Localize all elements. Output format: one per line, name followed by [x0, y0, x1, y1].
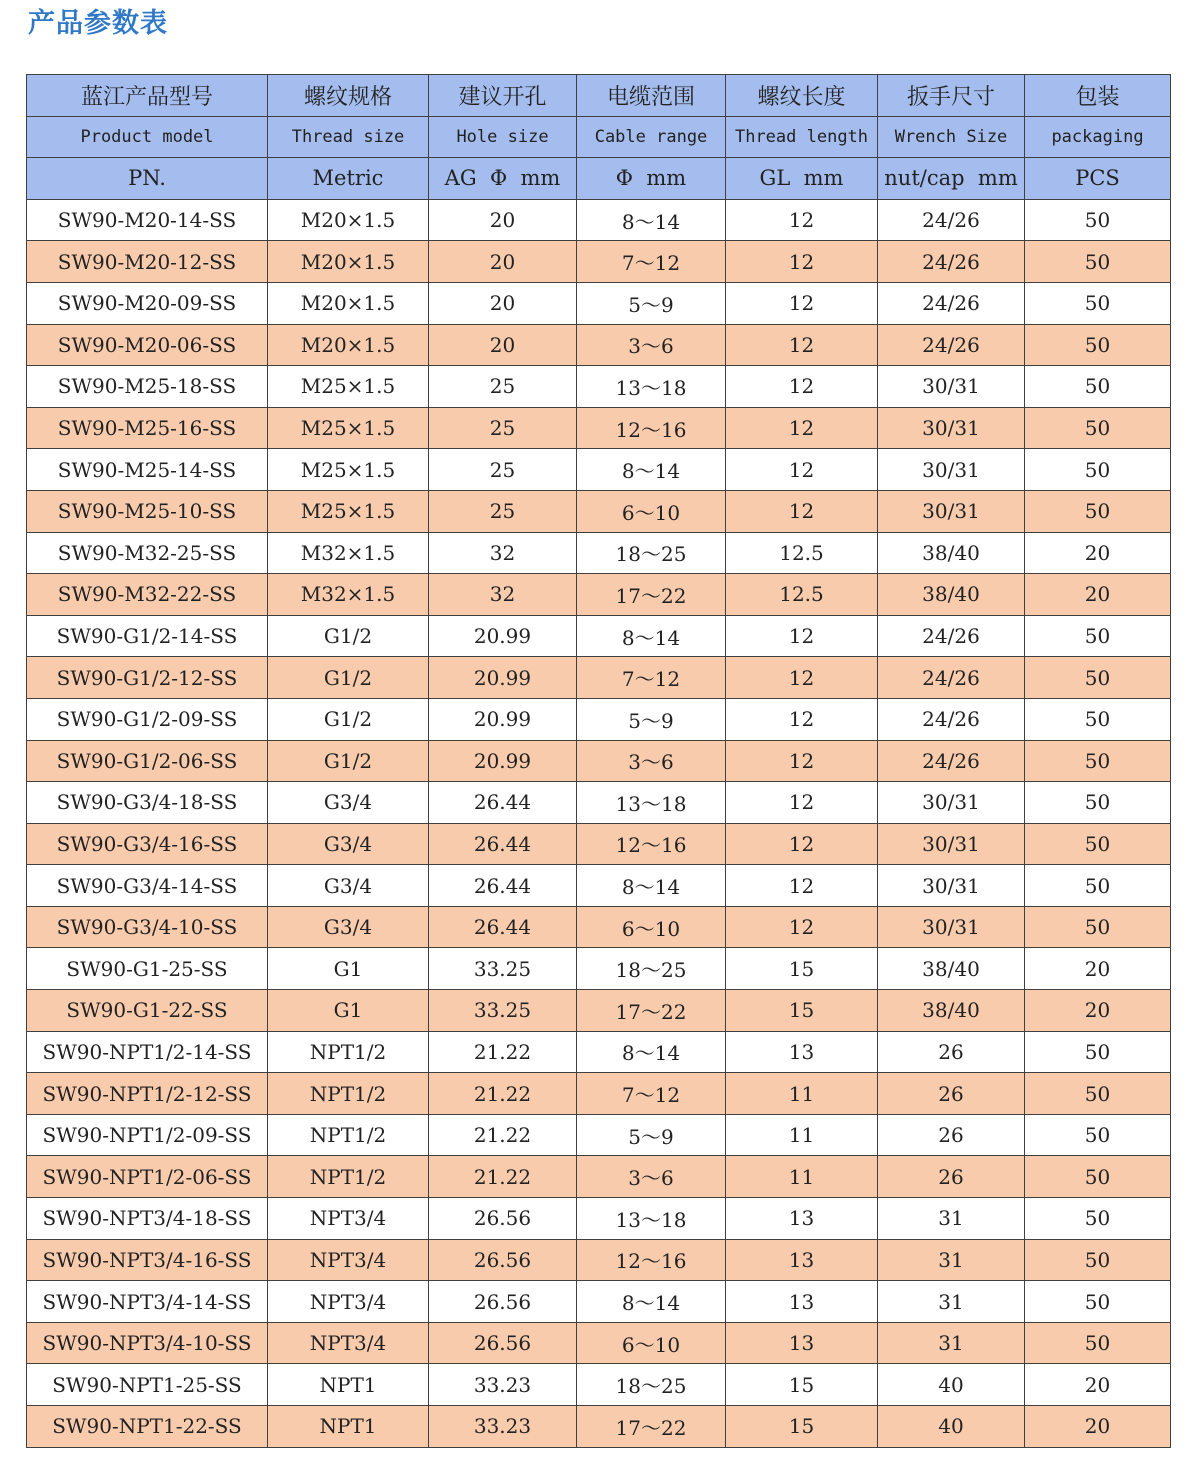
cell-packaging: 50 — [1025, 407, 1171, 449]
header-cell: 螺纹规格 — [268, 75, 429, 117]
cell-hole-size: 20.99 — [429, 740, 577, 782]
table-row — [27, 324, 1171, 366]
cell-wrench-size: 24/26 — [878, 282, 1025, 324]
cell-thread-length: 12 — [726, 657, 878, 699]
cell-packaging: 50 — [1025, 1281, 1171, 1323]
cell-thread-size: M32×1.5 — [268, 574, 429, 616]
cell-thread-length: 12 — [726, 407, 878, 449]
cell-cable-range: 3～6 — [577, 1156, 726, 1198]
cell-hole-size: 21.22 — [429, 1156, 577, 1198]
cell-thread-size: G1/2 — [268, 740, 429, 782]
cell-cable-range: 13～18 — [577, 1198, 726, 1240]
cell-wrench-size: 30/31 — [878, 906, 1025, 948]
table-row — [27, 199, 1171, 241]
cell-packaging: 50 — [1025, 241, 1171, 283]
cell-model: SW90-NPT1/2-06-SS — [27, 1156, 268, 1198]
header-cell: GL mm — [726, 158, 878, 200]
cell-thread-length: 12 — [726, 782, 878, 824]
cell-model: SW90-G3/4-16-SS — [27, 823, 268, 865]
cell-model: SW90-G1/2-14-SS — [27, 615, 268, 657]
cell-model: SW90-M32-25-SS — [27, 532, 268, 574]
cell-packaging: 50 — [1025, 698, 1171, 740]
cell-cable-range: 6～10 — [577, 490, 726, 532]
cell-thread-length: 12 — [726, 449, 878, 491]
cell-cable-range: 3～6 — [577, 324, 726, 366]
cell-cable-range: 13～18 — [577, 366, 726, 408]
cell-cable-range: 8～14 — [577, 449, 726, 491]
cell-hole-size: 25 — [429, 407, 577, 449]
cell-thread-size: M20×1.5 — [268, 282, 429, 324]
table-row — [27, 1281, 1171, 1323]
cell-hole-size: 20 — [429, 324, 577, 366]
cell-packaging: 50 — [1025, 282, 1171, 324]
cell-hole-size: 20 — [429, 199, 577, 241]
cell-packaging: 50 — [1025, 1073, 1171, 1115]
table-row — [27, 1364, 1171, 1406]
cell-thread-size: M25×1.5 — [268, 449, 429, 491]
table-body — [27, 199, 1171, 1447]
cell-wrench-size: 24/26 — [878, 657, 1025, 699]
cell-hole-size: 33.25 — [429, 990, 577, 1032]
cell-wrench-size: 26 — [878, 1156, 1025, 1198]
cell-thread-length: 12 — [726, 823, 878, 865]
table-row — [27, 1406, 1171, 1448]
cell-hole-size: 21.22 — [429, 1114, 577, 1156]
cell-cable-range: 12～16 — [577, 823, 726, 865]
cell-cable-range: 5～9 — [577, 282, 726, 324]
table-row — [27, 490, 1171, 532]
cell-model: SW90-M25-10-SS — [27, 490, 268, 532]
table-row — [27, 1114, 1171, 1156]
cell-hole-size: 20 — [429, 241, 577, 283]
product-parameter-table — [26, 74, 1171, 1448]
cell-packaging: 50 — [1025, 823, 1171, 865]
table-row — [27, 906, 1171, 948]
cell-wrench-size: 40 — [878, 1406, 1025, 1448]
cell-thread-length: 11 — [726, 1073, 878, 1115]
cell-packaging: 50 — [1025, 1322, 1171, 1364]
header-row-english — [27, 116, 1171, 158]
cell-thread-length: 12 — [726, 199, 878, 241]
cell-thread-length: 15 — [726, 948, 878, 990]
table-row — [27, 823, 1171, 865]
cell-cable-range: 5～9 — [577, 698, 726, 740]
cell-model: SW90-NPT3/4-16-SS — [27, 1239, 268, 1281]
cell-wrench-size: 38/40 — [878, 532, 1025, 574]
cell-model: SW90-NPT1/2-14-SS — [27, 1031, 268, 1073]
cell-thread-length: 12 — [726, 241, 878, 283]
cell-model: SW90-G3/4-14-SS — [27, 865, 268, 907]
cell-packaging: 50 — [1025, 324, 1171, 366]
cell-thread-size: NPT3/4 — [268, 1322, 429, 1364]
cell-thread-size: M25×1.5 — [268, 366, 429, 408]
cell-model: SW90-G1/2-06-SS — [27, 740, 268, 782]
table-row — [27, 615, 1171, 657]
table-row — [27, 1031, 1171, 1073]
cell-wrench-size: 38/40 — [878, 574, 1025, 616]
header-cell: PN. — [27, 158, 268, 200]
cell-thread-size: G3/4 — [268, 906, 429, 948]
cell-thread-length: 13 — [726, 1198, 878, 1240]
cell-cable-range: 17～22 — [577, 990, 726, 1032]
cell-thread-size: G1/2 — [268, 615, 429, 657]
cell-model: SW90-NPT1/2-09-SS — [27, 1114, 268, 1156]
header-cell: 电缆范围 — [577, 75, 726, 117]
header-cell: Metric — [268, 158, 429, 200]
cell-packaging: 50 — [1025, 1114, 1171, 1156]
cell-cable-range: 3～6 — [577, 740, 726, 782]
cell-thread-length: 12 — [726, 740, 878, 782]
cell-packaging: 20 — [1025, 574, 1171, 616]
cell-cable-range: 7～12 — [577, 657, 726, 699]
table-row — [27, 990, 1171, 1032]
cell-thread-size: NPT3/4 — [268, 1198, 429, 1240]
cell-thread-size: M25×1.5 — [268, 490, 429, 532]
cell-hole-size: 26.44 — [429, 823, 577, 865]
header-cell: Wrench Size — [878, 116, 1025, 158]
cell-model: SW90-G1/2-09-SS — [27, 698, 268, 740]
cell-model: SW90-NPT1/2-12-SS — [27, 1073, 268, 1115]
cell-wrench-size: 24/26 — [878, 199, 1025, 241]
cell-wrench-size: 30/31 — [878, 407, 1025, 449]
cell-hole-size: 26.56 — [429, 1198, 577, 1240]
cell-cable-range: 5～9 — [577, 1114, 726, 1156]
table-row — [27, 1198, 1171, 1240]
cell-hole-size: 33.23 — [429, 1364, 577, 1406]
cell-model: SW90-M20-06-SS — [27, 324, 268, 366]
header-row-chinese — [27, 75, 1171, 117]
cell-thread-size: G1/2 — [268, 698, 429, 740]
cell-thread-length: 12 — [726, 865, 878, 907]
header-cell: packaging — [1025, 116, 1171, 158]
header-cell: PCS — [1025, 158, 1171, 200]
cell-cable-range: 17～22 — [577, 574, 726, 616]
cell-thread-size: G1 — [268, 948, 429, 990]
cell-model: SW90-G3/4-10-SS — [27, 906, 268, 948]
cell-hole-size: 20.99 — [429, 657, 577, 699]
cell-cable-range: 18～25 — [577, 948, 726, 990]
table-row — [27, 948, 1171, 990]
cell-thread-size: NPT1 — [268, 1406, 429, 1448]
table-row — [27, 1322, 1171, 1364]
cell-thread-size: NPT1/2 — [268, 1156, 429, 1198]
cell-hole-size: 21.22 — [429, 1073, 577, 1115]
cell-cable-range: 8～14 — [577, 615, 726, 657]
cell-wrench-size: 30/31 — [878, 366, 1025, 408]
cell-model: SW90-NPT3/4-10-SS — [27, 1322, 268, 1364]
cell-model: SW90-NPT1-25-SS — [27, 1364, 268, 1406]
cell-hole-size: 33.23 — [429, 1406, 577, 1448]
cell-wrench-size: 30/31 — [878, 823, 1025, 865]
cell-thread-size: G1/2 — [268, 657, 429, 699]
cell-model: SW90-M32-22-SS — [27, 574, 268, 616]
cell-thread-length: 11 — [726, 1114, 878, 1156]
cell-packaging: 50 — [1025, 490, 1171, 532]
table-row — [27, 449, 1171, 491]
cell-thread-size: NPT3/4 — [268, 1281, 429, 1323]
header-cell: Cable range — [577, 116, 726, 158]
cell-cable-range: 12～16 — [577, 1239, 726, 1281]
cell-thread-length: 15 — [726, 1364, 878, 1406]
cell-hole-size: 32 — [429, 532, 577, 574]
cell-packaging: 50 — [1025, 657, 1171, 699]
cell-packaging: 50 — [1025, 1156, 1171, 1198]
cell-thread-length: 11 — [726, 1156, 878, 1198]
header-cell: Hole size — [429, 116, 577, 158]
cell-thread-length: 12 — [726, 282, 878, 324]
cell-hole-size: 26.56 — [429, 1239, 577, 1281]
cell-model: SW90-M20-12-SS — [27, 241, 268, 283]
cell-packaging: 50 — [1025, 366, 1171, 408]
table-row — [27, 657, 1171, 699]
cell-cable-range: 13～18 — [577, 782, 726, 824]
cell-cable-range: 18～25 — [577, 532, 726, 574]
header-cell: 扳手尺寸 — [878, 75, 1025, 117]
cell-wrench-size: 24/26 — [878, 698, 1025, 740]
cell-thread-length: 15 — [726, 990, 878, 1032]
cell-thread-size: M20×1.5 — [268, 199, 429, 241]
cell-hole-size: 21.22 — [429, 1031, 577, 1073]
table-row — [27, 782, 1171, 824]
cell-cable-range: 12～16 — [577, 407, 726, 449]
cell-wrench-size: 30/31 — [878, 782, 1025, 824]
cell-packaging: 50 — [1025, 865, 1171, 907]
cell-thread-length: 12 — [726, 366, 878, 408]
cell-wrench-size: 30/31 — [878, 449, 1025, 491]
header-cell: AG Φ mm — [429, 158, 577, 200]
cell-cable-range: 7～12 — [577, 1073, 726, 1115]
cell-hole-size: 33.25 — [429, 948, 577, 990]
cell-thread-length: 13 — [726, 1322, 878, 1364]
cell-model: SW90-G1-22-SS — [27, 990, 268, 1032]
header-row-units — [27, 158, 1171, 200]
table-row — [27, 407, 1171, 449]
cell-wrench-size: 31 — [878, 1198, 1025, 1240]
cell-hole-size: 20.99 — [429, 698, 577, 740]
cell-cable-range: 8～14 — [577, 199, 726, 241]
cell-model: SW90-NPT3/4-18-SS — [27, 1198, 268, 1240]
cell-wrench-size: 24/26 — [878, 615, 1025, 657]
table-row — [27, 366, 1171, 408]
header-cell: Thread length — [726, 116, 878, 158]
cell-cable-range: 17～22 — [577, 1406, 726, 1448]
table-row — [27, 1073, 1171, 1115]
cell-thread-length: 12 — [726, 906, 878, 948]
cell-packaging: 20 — [1025, 1364, 1171, 1406]
cell-cable-range: 6～10 — [577, 1322, 726, 1364]
cell-packaging: 20 — [1025, 948, 1171, 990]
cell-wrench-size: 26 — [878, 1073, 1025, 1115]
cell-packaging: 50 — [1025, 615, 1171, 657]
cell-model: SW90-NPT1-22-SS — [27, 1406, 268, 1448]
cell-wrench-size: 24/26 — [878, 324, 1025, 366]
cell-wrench-size: 31 — [878, 1239, 1025, 1281]
cell-thread-length: 12 — [726, 615, 878, 657]
cell-thread-length: 12 — [726, 324, 878, 366]
cell-thread-length: 12.5 — [726, 532, 878, 574]
cell-packaging: 50 — [1025, 1031, 1171, 1073]
table-row — [27, 1239, 1171, 1281]
cell-model: SW90-G1-25-SS — [27, 948, 268, 990]
cell-hole-size: 25 — [429, 366, 577, 408]
cell-thread-length: 13 — [726, 1031, 878, 1073]
cell-hole-size: 25 — [429, 490, 577, 532]
cell-model: SW90-M25-16-SS — [27, 407, 268, 449]
cell-cable-range: 8～14 — [577, 865, 726, 907]
header-cell: Product model — [27, 116, 268, 158]
cell-packaging: 20 — [1025, 990, 1171, 1032]
header-cell: 建议开孔 — [429, 75, 577, 117]
cell-thread-length: 12 — [726, 490, 878, 532]
header-cell: 蓝江产品型号 — [27, 75, 268, 117]
cell-packaging: 50 — [1025, 782, 1171, 824]
table-row — [27, 865, 1171, 907]
cell-thread-size: M20×1.5 — [268, 241, 429, 283]
cell-hole-size: 26.44 — [429, 865, 577, 907]
cell-thread-size: G3/4 — [268, 865, 429, 907]
cell-hole-size: 25 — [429, 449, 577, 491]
cell-model: SW90-M20-09-SS — [27, 282, 268, 324]
header-cell: Thread size — [268, 116, 429, 158]
cell-thread-length: 12.5 — [726, 574, 878, 616]
cell-packaging: 20 — [1025, 1406, 1171, 1448]
cell-wrench-size: 31 — [878, 1281, 1025, 1323]
cell-wrench-size: 38/40 — [878, 948, 1025, 990]
cell-thread-length: 12 — [726, 698, 878, 740]
cell-hole-size: 32 — [429, 574, 577, 616]
cell-cable-range: 7～12 — [577, 241, 726, 283]
table-row — [27, 574, 1171, 616]
table-row — [27, 241, 1171, 283]
cell-cable-range: 8～14 — [577, 1031, 726, 1073]
cell-model: SW90-G3/4-18-SS — [27, 782, 268, 824]
cell-thread-size: M32×1.5 — [268, 532, 429, 574]
cell-packaging: 50 — [1025, 199, 1171, 241]
cell-thread-size: G3/4 — [268, 823, 429, 865]
cell-thread-size: NPT1/2 — [268, 1114, 429, 1156]
cell-model: SW90-M25-18-SS — [27, 366, 268, 408]
cell-wrench-size: 31 — [878, 1322, 1025, 1364]
table-row — [27, 740, 1171, 782]
cell-packaging: 50 — [1025, 1239, 1171, 1281]
cell-wrench-size: 24/26 — [878, 241, 1025, 283]
cell-hole-size: 26.56 — [429, 1281, 577, 1323]
cell-model: SW90-G1/2-12-SS — [27, 657, 268, 699]
table-row — [27, 282, 1171, 324]
cell-hole-size: 26.44 — [429, 782, 577, 824]
header-cell: 包装 — [1025, 75, 1171, 117]
cell-thread-length: 13 — [726, 1239, 878, 1281]
cell-packaging: 50 — [1025, 906, 1171, 948]
page-title: 产品参数表 — [28, 8, 168, 39]
cell-hole-size: 20 — [429, 282, 577, 324]
cell-packaging: 50 — [1025, 1198, 1171, 1240]
cell-thread-size: NPT3/4 — [268, 1239, 429, 1281]
table-row — [27, 532, 1171, 574]
cell-packaging: 50 — [1025, 449, 1171, 491]
cell-cable-range: 6～10 — [577, 906, 726, 948]
header-cell: 螺纹长度 — [726, 75, 878, 117]
cell-packaging: 20 — [1025, 532, 1171, 574]
cell-model: SW90-M25-14-SS — [27, 449, 268, 491]
cell-model: SW90-M20-14-SS — [27, 199, 268, 241]
cell-cable-range: 8～14 — [577, 1281, 726, 1323]
cell-hole-size: 26.44 — [429, 906, 577, 948]
cell-thread-size: M20×1.5 — [268, 324, 429, 366]
cell-cable-range: 18～25 — [577, 1364, 726, 1406]
cell-thread-length: 15 — [726, 1406, 878, 1448]
cell-thread-size: NPT1/2 — [268, 1031, 429, 1073]
cell-hole-size: 20.99 — [429, 615, 577, 657]
cell-wrench-size: 26 — [878, 1031, 1025, 1073]
cell-thread-size: NPT1/2 — [268, 1073, 429, 1115]
cell-wrench-size: 40 — [878, 1364, 1025, 1406]
cell-hole-size: 26.56 — [429, 1322, 577, 1364]
header-cell: nut/cap mm — [878, 158, 1025, 200]
table-row — [27, 1156, 1171, 1198]
table-row — [27, 698, 1171, 740]
cell-wrench-size: 30/31 — [878, 865, 1025, 907]
cell-wrench-size: 26 — [878, 1114, 1025, 1156]
cell-wrench-size: 38/40 — [878, 990, 1025, 1032]
cell-packaging: 50 — [1025, 740, 1171, 782]
cell-model: SW90-NPT3/4-14-SS — [27, 1281, 268, 1323]
cell-thread-size: G3/4 — [268, 782, 429, 824]
header-cell: Φ mm — [577, 158, 726, 200]
cell-thread-size: G1 — [268, 990, 429, 1032]
cell-wrench-size: 24/26 — [878, 740, 1025, 782]
cell-wrench-size: 30/31 — [878, 490, 1025, 532]
cell-thread-length: 13 — [726, 1281, 878, 1323]
cell-thread-size: NPT1 — [268, 1364, 429, 1406]
cell-thread-size: M25×1.5 — [268, 407, 429, 449]
